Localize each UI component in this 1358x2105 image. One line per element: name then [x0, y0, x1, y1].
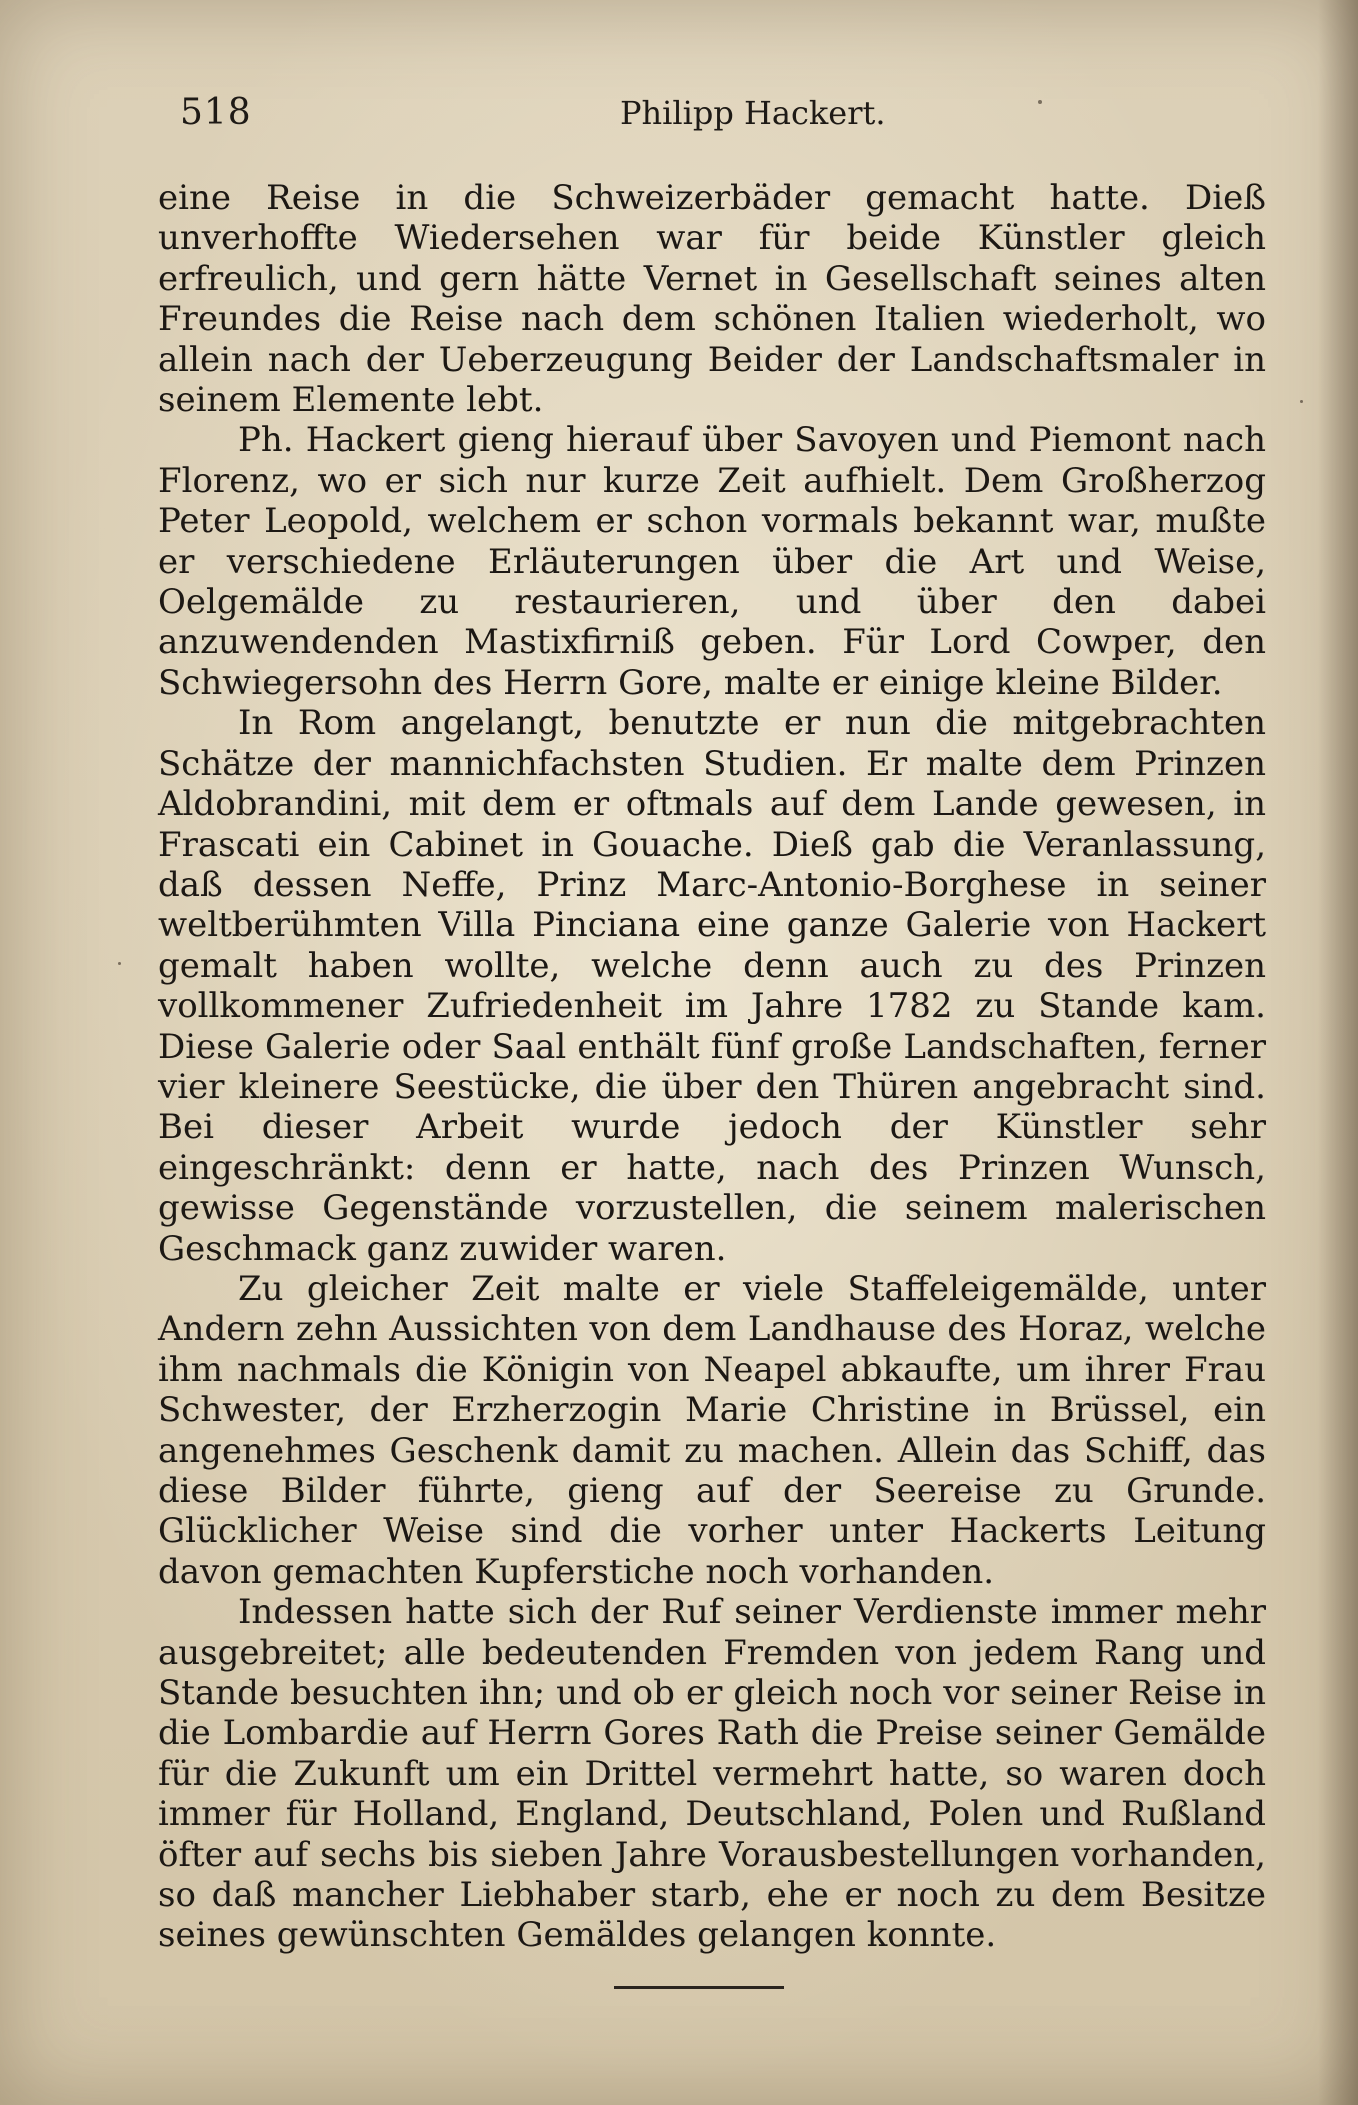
paragraph-2: Ph. Hackert gieng hierauf über Savoyen und Piemont nach Florenz, wo er sich nur kurze Zeit aufhielt. Dem Großherzog Peter Leopold, welchem er schon vormals bekannt war, mußte er verschiedene Erläuterungen über die Art und Weise, Oelgemälde zu restaurieren, und über den dabei anzuwendenden Mastixfirniß geben. Für Lord Cowper, den Schwiegersohn des Herrn Gore, malte er einige kleine Bilder. — [158, 420, 1266, 703]
paragraph-4: Zu gleicher Zeit malte er viele Staffeleigemälde, unter Andern zehn Aussichten von dem Landhause des Horaz, welche ihm nachmals die Königin von Neapel abkaufte, um ihrer Frau Schwester, der Erzherzogin Marie Christine in Brüssel, ein angenehmes Geschenk damit zu machen. Allein das Schiff, das diese Bilder führte, gieng auf der Seereise zu Grunde. Glücklicher Weise sind die vorher unter Hackerts Leitung davon gemachten Kupferstiche noch vorhanden. — [158, 1268, 1266, 1592]
end-rule — [614, 1986, 784, 1989]
paragraph-1: eine Reise in die Schweizerbäder gemacht hatte. Dieß unverhoffte Wiedersehen war für beide Künstler gleich erfreulich, und gern hätte Vernet in Gesellschaft seines alten Freundes die Reise nach dem schönen Italien wiederholt, wo allein nach der Ueberzeugung Beider der Landschaftsmaler in seinem Elemente lebt. — [158, 178, 1266, 421]
page-header — [180, 92, 1260, 146]
page-edge-shadow — [1318, 0, 1358, 2105]
running-head: Philipp Hackert. — [620, 94, 886, 132]
text-body — [158, 178, 1266, 1956]
paper-speck — [1038, 100, 1042, 104]
page-number: 518 — [180, 92, 252, 133]
paper-speck — [1300, 400, 1303, 403]
paragraph-5: Indessen hatte sich der Ruf seiner Verdienste immer mehr ausgebreitet; alle bedeutenden Fremden von jedem Rang und Stande besuchten ihn; und ob er gleich noch vor seiner Reise in die Lombardie auf Herrn Gores Rath die Preise seiner Gemälde für die Zukunft um ein Drittel vermehrt hatte, so waren doch immer für Holland, England, Deutschland, Polen und Rußland öfter auf sechs bis sieben Jahre Vorausbestellungen vorhanden, so daß mancher Liebhaber starb, ehe er noch zu dem Besitze seines gewünschten Gemäldes gelangen konnte. — [158, 1592, 1266, 1956]
paragraph-3: In Rom angelangt, benutzte er nun die mitgebrachten Schätze der mannichfachsten Studien. Er malte dem Prinzen Aldobrandini, mit dem er oftmals auf dem Lande gewesen, in Frascati ein Cabinet in Gouache. Dieß gab die Veranlassung, daß dessen Neffe, Prinz Marc-Antonio-Borghese in seiner weltberühmten Villa Pinciana eine ganze Galerie von Hackert gemalt haben wollte, welche denn auch zu des Prinzen vollkommener Zufriedenheit im Jahre 1782 zu Stande kam. Diese Galerie oder Saal enthält fünf große Landschaften, ferner vier kleinere Seestücke, die über den Thüren angebracht sind. Bei dieser Arbeit wurde jedoch der Künstler sehr eingeschränkt: denn er hatte, nach des Prinzen Wunsch, gewisse Gegenstände vorzustellen, die seinem malerischen Geschmack ganz zuwider waren. — [158, 703, 1266, 1269]
paper-speck — [118, 962, 121, 965]
